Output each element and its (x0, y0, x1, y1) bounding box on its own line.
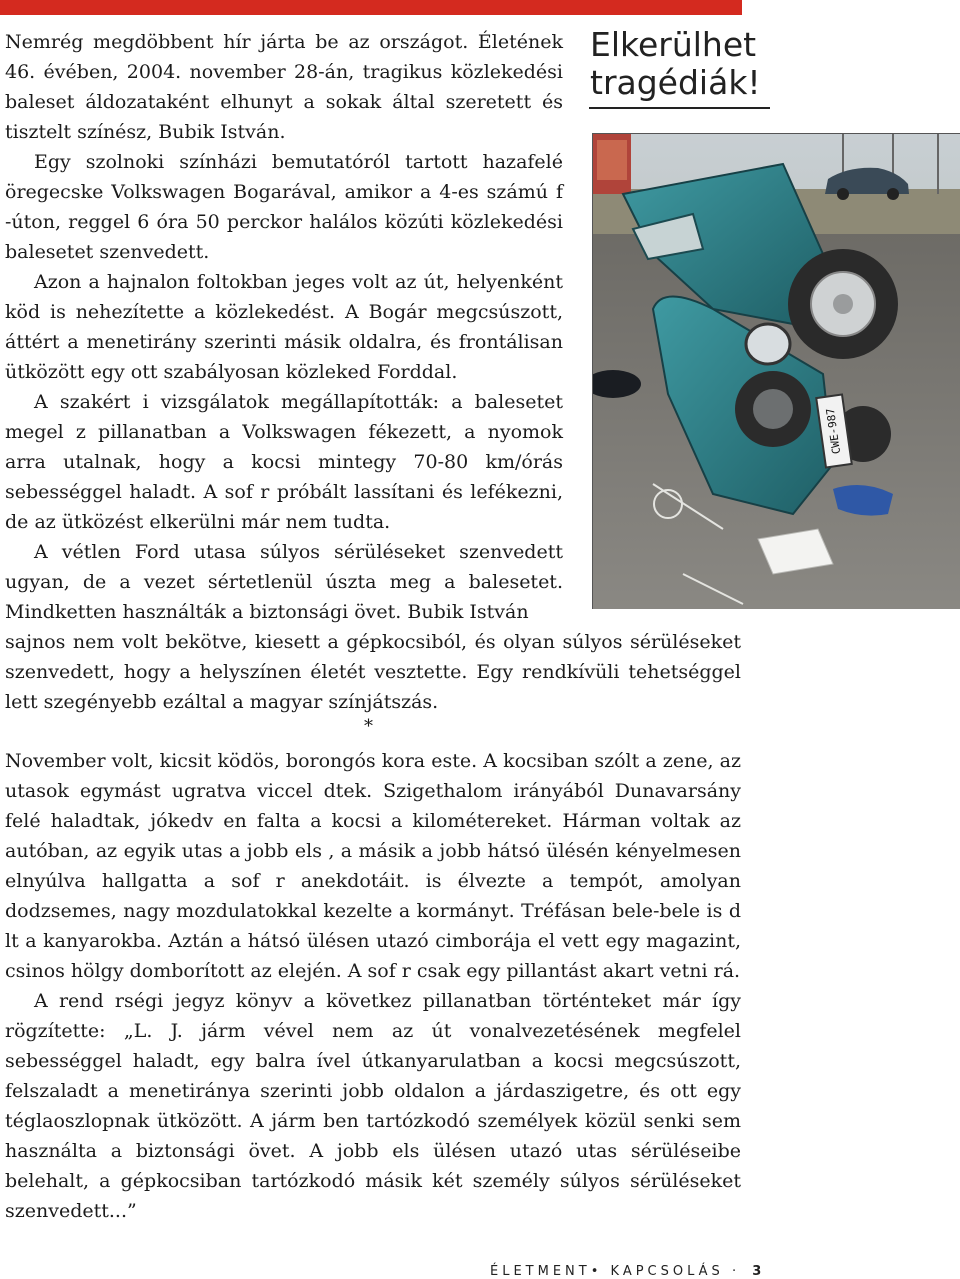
title-underline (589, 107, 770, 109)
footer-separator: · (731, 1264, 741, 1279)
paragraph-7: A rend rségi jegyz könyv a következ pillanatban történteket már így rögzítette: „L. J. járm vével nem az út vonalvezetésének megfelel sebességgel haladt, egy balra ível útkanyarulatban a kocsi megcsúszott, felszaladt a menetiránya szerinti jobb oldalon a járdaszigetre, és ott egy téglaoszlopnak ütközött. A járm ben tartózkodó személyek közül senki sem használta a biztonsági övet. A jobb els ülésen utazó utas sérüléseibe belehalt, a gépkocsiban tartózkodó másik két személy súlyos sérüléseket szenvedett...” (5, 990, 741, 1222)
footer-bullet: • (590, 1264, 603, 1279)
article-title-line-2: tragédiák! (590, 63, 761, 102)
crash-photo-illustration (593, 134, 960, 609)
article-title-line-1: Elkerülhet (590, 25, 757, 64)
paragraph-6: November volt, kicsit ködös, borongós kora este. A kocsiban szólt a zene, az utasok egymást ugratva viccel dtek. Szigethalom irányából Dunavarsány felé haladtak, jókedv en falta a kocsi a kilométereket. Hárman voltak az autóban, az egyik utas a jobb els , a másik a jobb hátsó ülésén kényelmesen elnyúlva hallgatta a sof r anekdotáit. is élvezte a tempót, amolyan dodzsemes, nagy mozdulatokkal kezelte a kormányt. Tréfásan bele-bele is d lt a kanyarokba. Aztán a hátsó ülésen utazó cimborája el vett egy magazint, csinos hölgy domborított az elején. A sof r csak egy pillantást akart vetni rá. (5, 750, 741, 982)
paragraph-3: Azon a hajnalon foltokban jeges volt az út, helyenként köd is nehezítette a közlekedést. A Bogár megcsúszott, áttért a menetirány szerinti másik oldalra, és frontálisan ütközött egy ott szabályosan közleked Forddal. (5, 271, 563, 383)
page-footer (490, 1264, 761, 1279)
paragraph-1: Nemrég megdöbbent hír járta be az országot. Életének 46. évében, 2004. november 28-án, tragikus közlekedési baleset áldozataként elhunyt a sokak által szeretett és tisztelt színész, Bubik István. (5, 31, 563, 143)
footer-section-name: KAPCSOLÁS (610, 1264, 724, 1279)
page-number: 3 (752, 1264, 762, 1279)
paragraph-5-start: A vétlen Ford utasa súlyos sérüléseket szenvedett ugyan, de a vezet sértetlenül úszta meg a balesetet. Mindketten használták a biztonsági övet. Bubik István (5, 541, 563, 623)
header-accent-bar (0, 0, 742, 15)
paragraph-5-end: sajnos nem volt bekötve, kiesett a gépkocsiból, és olyan súlyos sérüléseket szenvedett, hogy a helyszínen életét vesztette. Egy rendkívüli tehetséggel lett szegényebb ezáltal a magyar színjátszás. (5, 631, 741, 713)
footer-magazine-name: ÉLETMENT (490, 1264, 591, 1279)
section-separator: * (364, 716, 373, 737)
paragraph-4: A szakért i vizsgálatok megállapították: a balesetet megel z pillanatban a Volkswagen fékezett, a nyomok arra utalnak, hogy a kocsi mintegy 70-80 km/órás sebességgel haladt. A sof r próbált lassítani és lefékezni, de az ütközést elkerülni már nem tudta. (5, 391, 563, 533)
crash-photo (592, 133, 960, 609)
license-plate: CWE-987 (823, 407, 844, 455)
paragraph-2: Egy szolnoki színházi bemutatóról tartott hazafelé öregecske Volkswagen Bogarával, amikor a 4-es számú f -úton, reggel 6 óra 50 perckor halálos közúti közlekedési balesetet szenvedett. (5, 151, 563, 263)
article-title (590, 26, 780, 102)
